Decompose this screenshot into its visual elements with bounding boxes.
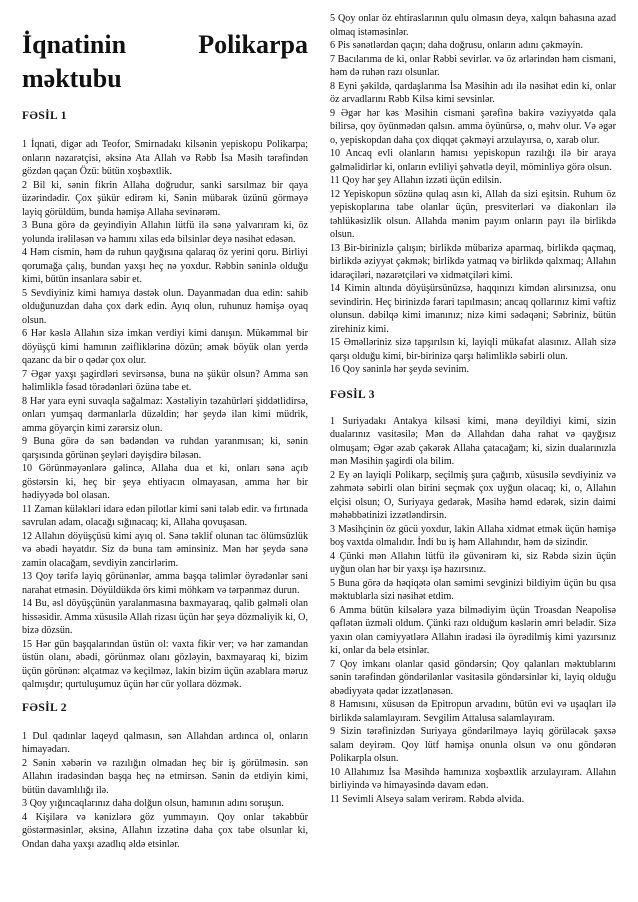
two-column-layout <box>22 12 616 851</box>
verse-2-16: 16 Qoy səninlə hər şeydə sevinim. <box>330 364 470 375</box>
verse-3-7: 7 Qoy imkanı olanlar qasid göndərsin; Qoy qalanları məktublarını sənin tərəfindən göndərilənlər vasitəsilə göndərsinlər ki, layiq olduğu əbədiyyətə qədər izzətlənəsən. <box>330 658 616 697</box>
verse-2-2: 2 Sənin xəbərin və razılığın olmadan heç bir iş görülməsin. sən Allahın iradəsindən başqa heç nə etmirsən. Sənin də etdiyin kimi, bütün davamlılığı ilə. <box>22 757 308 796</box>
title-line-1 <box>22 28 308 62</box>
title-line-2: məktubu <box>22 64 122 93</box>
verse-3-9: 9 Sizin tərəfinizdən Suriyaya göndərilməyə layiq görüləcək şəxsə salam deyirəm. Qoy lütf həmişə onunla olsun və onu göndərən Polikarpla olsun. <box>330 726 616 764</box>
verse-1-13: 13 Qoy tərifə layiq görünənlər, amma başqa təlimlər öyrədənlər səni narahat etməsin. Döyüldükdə örs kimi möhkəm və tərpənməz durun. <box>22 571 308 596</box>
section-heading-2: FƏSİL 2 <box>22 701 67 714</box>
verse-1-3: 3 Buna görə də geyindiyin Allahın lütfü ilə sənə yalvarıram ki, öz yolunda irəliləsən və hamını xilas edə bilsinlər deyə nəsihət edəsən. <box>22 220 308 245</box>
verse-2-12: 12 Yepiskopun sözünə qulaq asın ki, Allah da sizi eşitsin. Ruhum öz yepiskoplarına tabe olanlar üçün, presviterləri və diakonları ilə təhlükəsizlik olsun. Allahda mənim payım onların payı ilə birlikdə olsun. <box>330 188 616 240</box>
verse-3-3: 3 Məsihçinin öz gücü yoxdur, lakin Allaha xidmət etmək üçün həmişə boş vaxtda olmalıdır. İndi bu iş həm Allahındır, həm də sizindir. <box>330 523 616 548</box>
verse-3-11: 11 Sevimli Alseyə salam verirəm. Rəbdə əlvida. <box>330 793 525 805</box>
verse-2-8: 8 Eyni şəkildə, qardaşlarıma İsa Məsihin adı ilə nəsihət edin ki, onlar öz arvadlarını Rəbb Kilsə kimi sevsinlər. <box>330 80 616 105</box>
verse-1-11: 11 Zaman küləkləri idarə edən pilotlar kimi səni tələb edir. və fırtınada savrulan adam, olacağı sığınacaq; ki, Allaha qovuşasan. <box>22 503 308 528</box>
section-1 <box>22 138 308 692</box>
verse-3-1: 1 Suriyadakı Antakya kilsəsi kimi, mənə deyildiyi kimi, sizin dualarınız vasitəsilə; Mən də Allahdan daha rahat və qayğısız olmuşam; Əgər əzab çəkərək Allaha çatacağam; ki, sizin dualarınızla mən Məsihin şagirdi ola bilim. <box>330 415 616 467</box>
verse-2-1: 1 Dul qadınlar laqeyd qalmasın, sən Allahdan ardınca ol, onların himayədarı. <box>22 730 308 755</box>
verse-2-4: 4 Kişilərə və kənizlərə göz yummayın. Qoy onlar təkəbbür göstərməsinlər, əksinə, Allahın izzətinə daha çox tabe olsunlar ki, Ondan daha yaxşı azadlıq əldə etsinlər. <box>22 811 308 850</box>
verse-1-4: 4 Həm cismin, həm də ruhun qayğısına qalaraq öz yerini qoru. Birliyi qorumağa çalış, bundan yaxşı heç nə yoxdur. Rəbbin səninlə olduğu kimi, bütün insanlara səbir et. <box>22 247 308 285</box>
verse-3-2: 2 Ey ən layiqli Polikarp, seçilmiş şura çağırıb, xüsusilə sevdiyiniz və zəhmətə səbirli olan birini seçmək çox uyğun olacaq; ki, o, Allahın elçisi olsun; O, Suriyaya gedərək, Məsihə həmd edərək, sizin daimi məhəbbətinizi izzətləndirsin. <box>330 469 616 521</box>
verse-3-10: 10 Allahımız İsa Məsihdə hamınıza xoşbəxtlik arzulayıram. Allahın birliyində və himayəsində davam edən. <box>330 766 616 791</box>
verse-2-7: 7 Bacılarıma de ki, onlar Rəbbi sevirlər. və öz ərlərindən həm cismani, həm də ruhən razı olsunlar. <box>330 53 616 78</box>
section-3 <box>330 415 616 807</box>
verse-2-6: 6 Pis sənətlərdən qaçın; daha doğrusu, onların adını çəkməyin. <box>330 40 583 51</box>
verse-2-3: 3 Qoy yığıncaqlarınız daha dolğun olsun, hamının adını soruşun. <box>22 798 284 809</box>
verse-1-14: 14 Bu, əsl döyüşçünün yaralanmasına baxmayaraq, qalib gəlməli olan hissəsidir. Amma xüsusilə Allah rizası üçün hər şeyə dözməliyik ki, O, bizə dözsün. <box>22 598 308 636</box>
verse-2-13: 13 Bir-birinizlə çalışın; birlikdə mübarizə aparmaq, birlikdə qaçmaq, birlikdə əziyyət çəkmək; birlikdə yatmaq və birlikdə qalxmaq; Allahın idarəçiləri, nəzarətçiləri və xidmətçiləri kimi. <box>330 242 616 281</box>
verse-1-7: 7 Əgər yaxşı şagirdləri sevirsənsə, buna nə şükür olsun? Amma sən həlimliklə fəsad törədənləri özünə tabe et. <box>22 368 308 393</box>
section-2-part-1 <box>22 730 308 852</box>
verse-1-2: 2 Bil ki, sənin fikrin Allaha doğrudur, sanki sarsılmaz bir qaya üzərindədir. Çox şükür edirəm ki, Sənin mübarək üzünü görməyə layiq görüldüm, bunda həmişə Allaha sevinərəm. <box>22 179 308 218</box>
section-2-part-2 <box>330 12 616 377</box>
document-title <box>22 28 308 96</box>
verse-2-5: 5 Qoy onlar öz ehtiraslarının qulu olmasın deyə, xalqın bahasına azad olmaq istəməsinlər. <box>330 13 616 38</box>
verse-1-15: 15 Hər gün başqalarından üstün ol: vaxta fikir ver; və hər zamandan üstün olanı, əbədi, görünməz olanı gözləyin, baxmayaraq ki, bizim üçün görünən: əlçatmaz və keçilməz, lakin bizim üçün əzablara məruz qalmışdır; qurtuluşumuz üçün hər cür yollara dözmək. <box>22 638 308 690</box>
verse-2-11: 11 Qoy hər şey Allahın izzəti üçün edilsin. <box>330 175 502 186</box>
section-heading-1: FƏSİL 1 <box>22 110 67 122</box>
title-word-1: İqnatinin <box>22 30 127 59</box>
verse-3-6: 6 Amma bütün kilsələrə yaza bilmədiyim üçün Troasdan Neapolisə qəflətən üzməli oldum. Çünki razı olduğum kəslərin əmri belədir. Sizə yaxın olan cəmiyyətlərə Allahın iradəsi ilə öyrədilmiş kimi yazırsınız ki, onlar da belə etsinlər. <box>330 604 616 656</box>
verse-2-10: 10 Ancaq evli olanların hamısı yepiskopun razılığı ilə bir araya gəlməlidirlər ki, onların evliliyi şəhvətlə deyil, möminliyə görə olsun. <box>330 148 616 173</box>
verse-1-12: 12 Allahın döyüşçüsü kimi ayıq ol. Sənə təklif olunan tac ölümsüzlük və əbədi həyatdır. Siz də buna tam əminsiniz. Mən hər şeydə sənə zamin olacağam, sevdiyin zəncirlərim. <box>22 530 308 569</box>
verse-3-4: 4 Çünki mən Allahın lütfü ilə güvənirəm ki, siz Rəbdə sizin üçün uyğun olan hər bir yaxşı işə hazırsınız. <box>330 550 616 575</box>
verse-2-14: 14 Kimin altında döyüşürsünüzsə, haqqınızı kimdən alırsınızsa, onu sevindirin. Heç birinizdə fərari tapılmasın; ancaq qollarınız kimi vəftiz olunsun. dəbilqə kimi imanınız; nizə kimi sədəqəni; Səbriniz, bütün zirehiniz kimi. <box>330 283 616 335</box>
verse-2-15: 15 Əməlləriniz sizə tapşırılsın ki, layiqli mükafat alasınız. Allah sizə qarşı olduğu kimi, bir-birinizə qarşı həlimliklə səbirli olun. <box>330 337 616 362</box>
right-column <box>330 12 616 851</box>
left-column <box>22 28 308 851</box>
verse-1-5: 5 Sevdiyiniz kimi hamıya dəstək olun. Dayanmadan dua edin: sahib olduğunuzdan daha çox dərk edin. Ayıq olun, ruhunuz həmişə oyaq olsun. <box>22 287 308 326</box>
section-heading-3: FƏSİL 3 <box>330 388 375 401</box>
verse-1-6: 6 Hər kəslə Allahın sizə imkan verdiyi kimi danışın. Mükəmməl bir döyüşçü kimi hamının zəifliklərinə dözün; əmək böyük olan yerdə qazanc da bir o qədər çox olur. <box>22 328 308 366</box>
verse-1-8: 8 Hər yara eyni suvaqla sağalmaz: Xəstəliyin təzahürləri şiddətlidirsə, onları yumşaq dərmanlarla düzəldin; hər şeydə ilan kimi müdrik, amma göyərçin kimi zərərsiz olun. <box>22 395 308 434</box>
verse-3-5: 5 Buna görə də həqiqətə olan səmimi sevginizi bildiyim üçün bu qısa məktublarla sizi nəsihət etdim. <box>330 577 616 602</box>
verse-1-9: 9 Buna görə də sən bədəndən və ruhdan yaranmısan; ki, sənin qarşısında görünən şeyləri dəyişdirə biləsən. <box>22 436 308 461</box>
verse-3-8: 8 Hamısını, xüsusən də Epitropun arvadını, bütün evi və uşaqları ilə birlikdə salamlayıram. Sevgilim Attalusa salamlayıram. <box>330 699 616 724</box>
verse-1-10: 10 Görünməyənlərə gəlincə, Allaha dua et ki, onları sənə açıb göstərsin ki, heç bir şeyə ehtiyacın olmayasan, amma hər bir hədiyyədə bol olasan. <box>22 463 308 501</box>
verse-2-9: 9 Əgər hər kəs Məsihin cismani şərəfinə bakirə vəziyyətdə qala bilirsə, qoy öyünmədən qalsın. amma öyünürsə, o, məhv olur. Və əgər o, yepiskopdan daha çox diqqət çəkməyi arzulayırsa, o, xarab olur. <box>330 107 616 146</box>
verse-1-1: 1 İqnati, digər adı Teofor, Smirnadakı kilsənin yepiskopu Polikarpa; onların nəzarətçisi, əksinə Ata Allah və Rəbb İsa Məsih tərəfindən gözdən qaçan Özü: bütün xoşbəxtlik. <box>22 139 308 177</box>
title-word-2: Polikarpa <box>198 30 308 59</box>
